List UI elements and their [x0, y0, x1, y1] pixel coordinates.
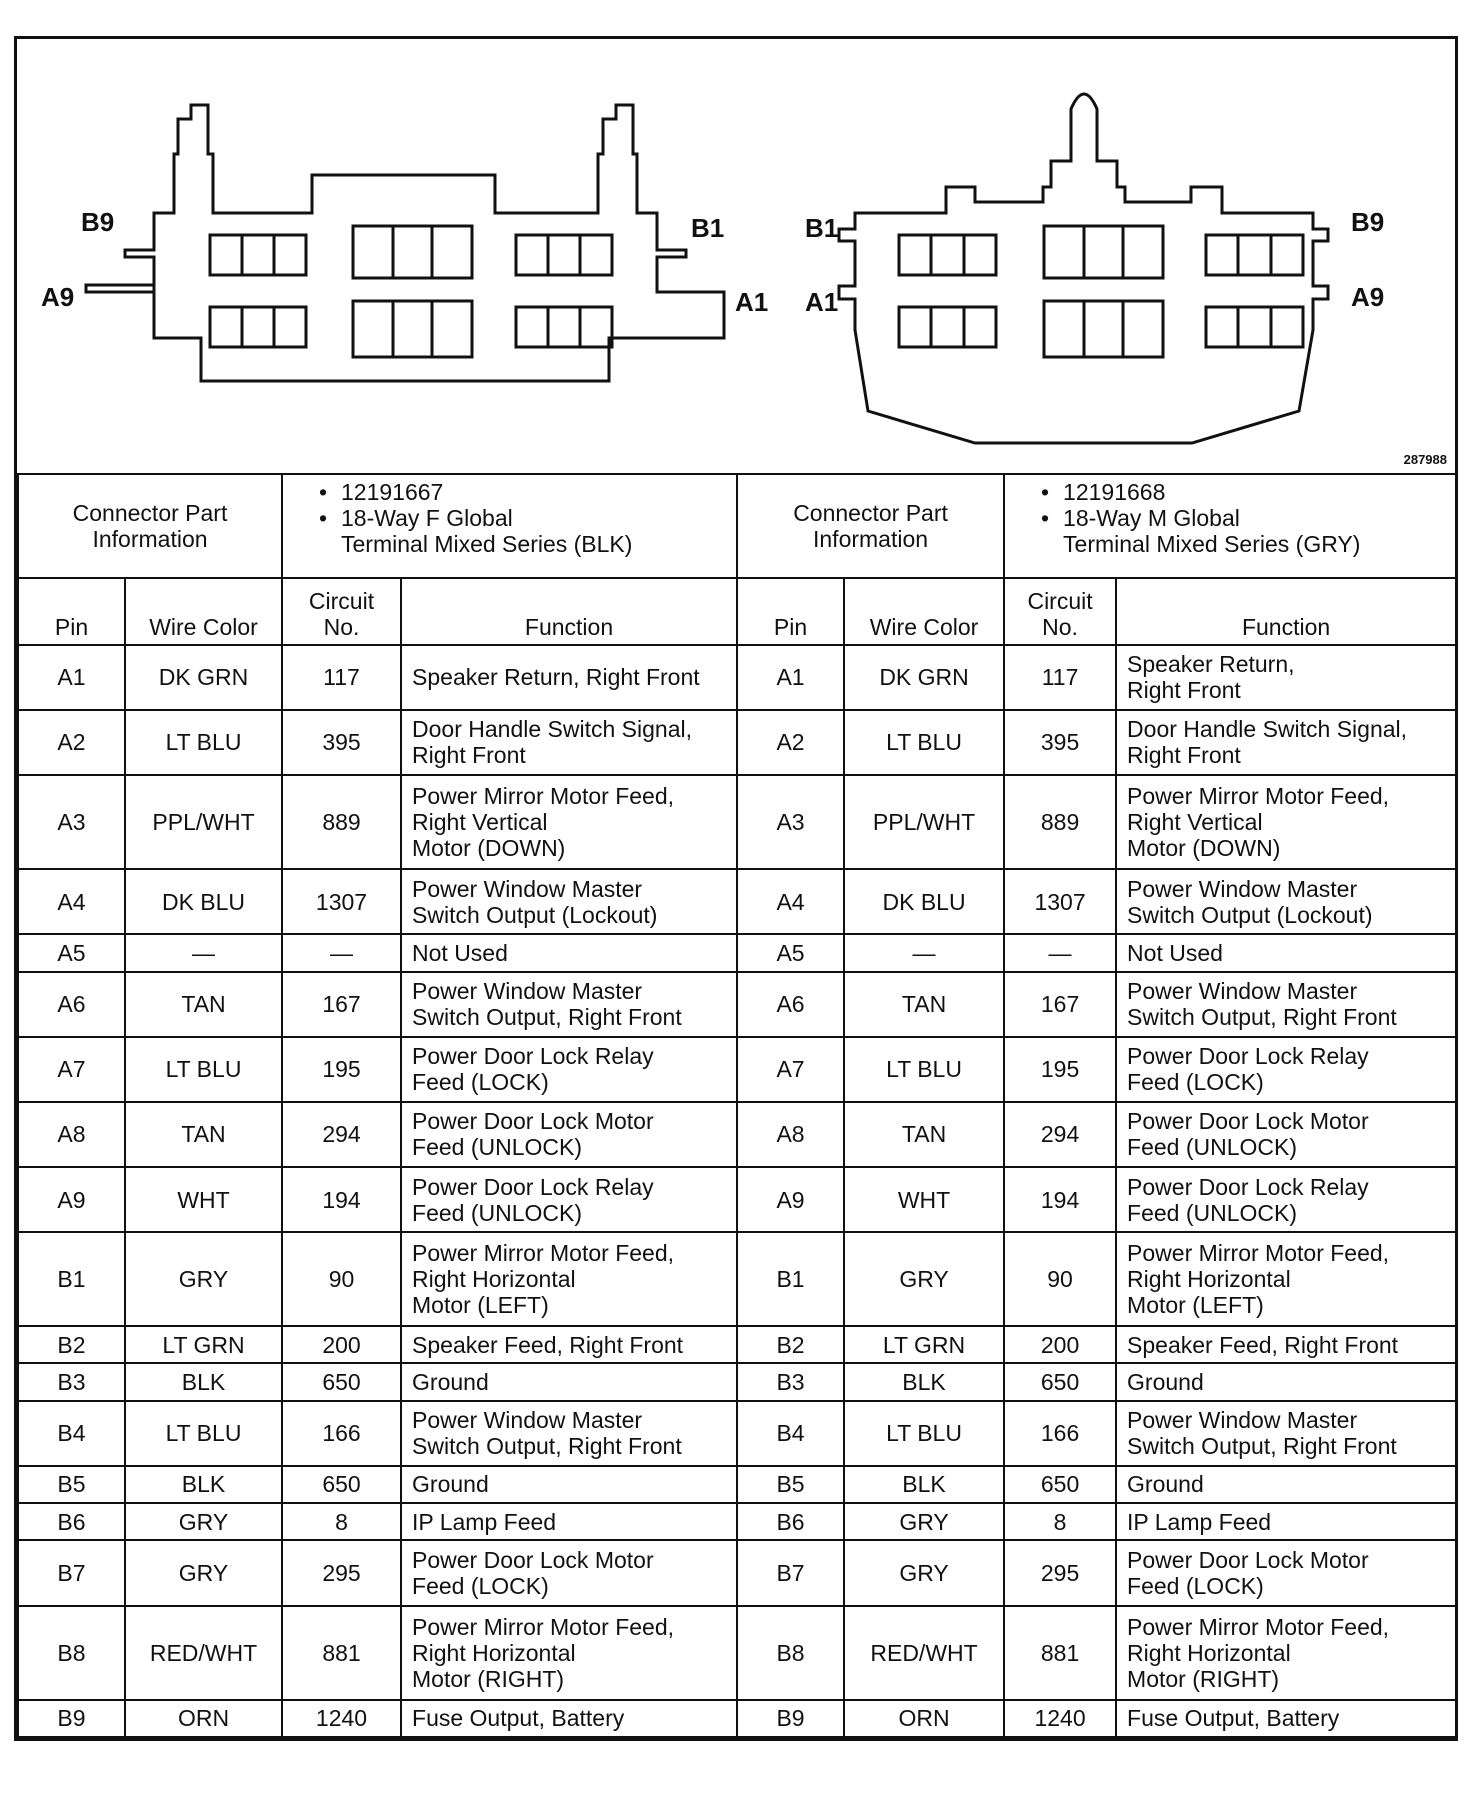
- table-row: [18, 1540, 1456, 1605]
- circuit-number-cell: 167: [1004, 972, 1116, 1037]
- circuit-number-cell: 167: [282, 972, 401, 1037]
- pin-cell: B4: [18, 1401, 125, 1466]
- left-pin-label-b1: B1: [691, 213, 725, 243]
- function-cell: Power Window Master Switch Output, Right Front: [401, 1401, 737, 1466]
- header-pin: Pin: [18, 578, 125, 644]
- circuit-number-cell: —: [1004, 934, 1116, 971]
- wire-color-cell: DK GRN: [125, 645, 282, 710]
- circuit-number-cell: 166: [1004, 1401, 1116, 1466]
- circuit-number-cell: 889: [282, 775, 401, 869]
- table-row: [18, 1606, 1456, 1700]
- right-pin-label-a1: A1: [805, 287, 839, 317]
- table-row: [18, 1167, 1456, 1232]
- circuit-number-cell: 8: [282, 1503, 401, 1540]
- connector-face-diagram: [17, 39, 1455, 473]
- header-wire-color: Wire Color: [125, 578, 282, 644]
- table-row: [18, 775, 1456, 869]
- function-cell: Ground: [401, 1466, 737, 1503]
- pin-cell: A1: [737, 645, 844, 710]
- wire-color-cell: PPL/WHT: [125, 775, 282, 869]
- function-cell: Ground: [401, 1363, 737, 1400]
- circuit-number-cell: 195: [1004, 1037, 1116, 1102]
- function-cell: Speaker Feed, Right Front: [401, 1326, 737, 1363]
- circuit-number-cell: 200: [282, 1326, 401, 1363]
- wire-color-cell: TAN: [844, 1102, 1004, 1167]
- table-row: [18, 1363, 1456, 1400]
- circuit-number-cell: 90: [282, 1232, 401, 1326]
- header-circuit: Circuit No.: [282, 578, 401, 644]
- function-cell: Not Used: [1116, 934, 1456, 971]
- function-cell: Speaker Return, Right Front: [1116, 645, 1456, 710]
- circuit-number-cell: 194: [282, 1167, 401, 1232]
- wire-color-cell: GRY: [844, 1503, 1004, 1540]
- part-series: Terminal Mixed Series (BLK): [341, 531, 633, 557]
- bullet-icon: •: [319, 505, 328, 531]
- table-row: [18, 1232, 1456, 1326]
- pin-cell: B3: [18, 1363, 125, 1400]
- table-row: [18, 1401, 1456, 1466]
- part-description: 18-Way M Global: [1063, 505, 1240, 531]
- pin-cell: A2: [737, 710, 844, 775]
- function-cell: Power Door Lock Relay Feed (LOCK): [1116, 1037, 1456, 1102]
- function-cell: IP Lamp Feed: [1116, 1503, 1456, 1540]
- pin-cell: B6: [18, 1503, 125, 1540]
- wire-color-cell: TAN: [844, 972, 1004, 1037]
- circuit-number-cell: 294: [282, 1102, 401, 1167]
- part-number: 12191668: [1063, 479, 1166, 505]
- pin-cell: A2: [18, 710, 125, 775]
- function-cell: Power Mirror Motor Feed, Right Vertical Motor (DOWN): [1116, 775, 1456, 869]
- right-cavities: [899, 226, 1303, 357]
- circuit-number-cell: 1307: [1004, 869, 1116, 934]
- pin-cell: A5: [737, 934, 844, 971]
- circuit-number-cell: 889: [1004, 775, 1116, 869]
- pin-cell: B7: [737, 1540, 844, 1605]
- pin-cell: A6: [18, 972, 125, 1037]
- table-row: [18, 934, 1456, 971]
- table-row: [18, 1102, 1456, 1167]
- pin-cell: A9: [18, 1167, 125, 1232]
- pin-cell: B2: [18, 1326, 125, 1363]
- header-wire-color: Wire Color: [844, 578, 1004, 644]
- function-cell: Fuse Output, Battery: [401, 1700, 737, 1737]
- pin-cell: B9: [18, 1700, 125, 1737]
- part-series: Terminal Mixed Series (GRY): [1063, 531, 1361, 557]
- wire-color-cell: WHT: [125, 1167, 282, 1232]
- table-row: [18, 645, 1456, 710]
- part-info-label: Connector Part Information: [18, 474, 282, 578]
- wire-color-cell: GRY: [125, 1540, 282, 1605]
- function-cell: Speaker Feed, Right Front: [1116, 1326, 1456, 1363]
- pin-cell: A7: [737, 1037, 844, 1102]
- wire-color-cell: TAN: [125, 972, 282, 1037]
- function-cell: Power Window Master Switch Output (Lockout): [1116, 869, 1456, 934]
- circuit-number-cell: 650: [1004, 1363, 1116, 1400]
- table-row: [18, 1503, 1456, 1540]
- header-function: Function: [401, 578, 737, 644]
- function-cell: Power Window Master Switch Output, Right Front: [1116, 1401, 1456, 1466]
- table-row: [18, 869, 1456, 934]
- function-cell: Power Door Lock Motor Feed (LOCK): [401, 1540, 737, 1605]
- function-cell: Power Window Master Switch Output (Lockout): [401, 869, 737, 934]
- header-circuit: Circuit No.: [1004, 578, 1116, 644]
- circuit-number-cell: —: [282, 934, 401, 971]
- wire-color-cell: GRY: [844, 1540, 1004, 1605]
- function-cell: Ground: [1116, 1466, 1456, 1503]
- wire-color-cell: LT BLU: [844, 1401, 1004, 1466]
- wire-color-cell: LT BLU: [125, 1401, 282, 1466]
- wire-color-cell: BLK: [844, 1466, 1004, 1503]
- table-row: [18, 972, 1456, 1037]
- wire-color-cell: DK GRN: [844, 645, 1004, 710]
- circuit-number-cell: 295: [282, 1540, 401, 1605]
- function-cell: Speaker Return, Right Front: [401, 645, 737, 710]
- pin-cell: A3: [18, 775, 125, 869]
- table-row: [18, 1466, 1456, 1503]
- function-cell: Power Door Lock Relay Feed (UNLOCK): [401, 1167, 737, 1232]
- part-info-label: Connector Part Information: [737, 474, 1004, 578]
- pin-cell: B3: [737, 1363, 844, 1400]
- wire-color-cell: LT BLU: [844, 710, 1004, 775]
- connector-outlines: [17, 39, 1455, 473]
- wire-color-cell: RED/WHT: [844, 1606, 1004, 1700]
- wire-color-cell: BLK: [844, 1363, 1004, 1400]
- wire-color-cell: BLK: [125, 1466, 282, 1503]
- wire-color-cell: —: [125, 934, 282, 971]
- wire-color-cell: GRY: [844, 1232, 1004, 1326]
- circuit-number-cell: 295: [1004, 1540, 1116, 1605]
- wire-color-cell: GRY: [125, 1503, 282, 1540]
- pin-cell: B6: [737, 1503, 844, 1540]
- circuit-number-cell: 650: [1004, 1466, 1116, 1503]
- wire-color-cell: LT GRN: [844, 1326, 1004, 1363]
- wire-color-cell: BLK: [125, 1363, 282, 1400]
- circuit-number-cell: 294: [1004, 1102, 1116, 1167]
- pinout-rows: [18, 645, 1456, 1737]
- function-cell: Power Door Lock Motor Feed (UNLOCK): [401, 1102, 737, 1167]
- wire-color-cell: LT BLU: [125, 710, 282, 775]
- circuit-number-cell: 881: [1004, 1606, 1116, 1700]
- left-connector-outline: [86, 105, 724, 381]
- column-header-row: [18, 578, 1456, 644]
- wire-color-cell: PPL/WHT: [844, 775, 1004, 869]
- bullet-icon: •: [1041, 505, 1050, 531]
- function-cell: Power Mirror Motor Feed, Right Horizontal Motor (LEFT): [401, 1232, 737, 1326]
- table-row: [18, 710, 1456, 775]
- part-description: 18-Way F Global: [341, 505, 513, 531]
- pin-cell: A3: [737, 775, 844, 869]
- function-cell: Fuse Output, Battery: [1116, 1700, 1456, 1737]
- wire-color-cell: ORN: [125, 1700, 282, 1737]
- pin-cell: B2: [737, 1326, 844, 1363]
- wire-color-cell: TAN: [125, 1102, 282, 1167]
- figure-id: 287988: [1403, 452, 1447, 467]
- pin-cell: B1: [18, 1232, 125, 1326]
- pin-cell: A8: [737, 1102, 844, 1167]
- circuit-number-cell: 395: [282, 710, 401, 775]
- function-cell: Power Window Master Switch Output, Right Front: [401, 972, 737, 1037]
- part-info-details: [282, 474, 737, 578]
- function-cell: Power Window Master Switch Output, Right Front: [1116, 972, 1456, 1037]
- pin-cell: B9: [737, 1700, 844, 1737]
- bullet-icon: •: [319, 479, 328, 505]
- header-function: Function: [1116, 578, 1456, 644]
- circuit-number-cell: 195: [282, 1037, 401, 1102]
- function-cell: Power Door Lock Relay Feed (LOCK): [401, 1037, 737, 1102]
- function-cell: Ground: [1116, 1363, 1456, 1400]
- wire-color-cell: GRY: [125, 1232, 282, 1326]
- circuit-number-cell: 117: [1004, 645, 1116, 710]
- function-cell: Not Used: [401, 934, 737, 971]
- table-row: [18, 1037, 1456, 1102]
- wire-color-cell: —: [844, 934, 1004, 971]
- wire-color-cell: DK BLU: [125, 869, 282, 934]
- function-cell: Power Door Lock Relay Feed (UNLOCK): [1116, 1167, 1456, 1232]
- wire-color-cell: LT BLU: [125, 1037, 282, 1102]
- circuit-number-cell: 1307: [282, 869, 401, 934]
- function-cell: Power Mirror Motor Feed, Right Horizontal Motor (RIGHT): [1116, 1606, 1456, 1700]
- left-cavities: [210, 226, 612, 357]
- pin-cell: B1: [737, 1232, 844, 1326]
- circuit-number-cell: 90: [1004, 1232, 1116, 1326]
- pin-cell: A9: [737, 1167, 844, 1232]
- header-pin: Pin: [737, 578, 844, 644]
- wire-color-cell: LT BLU: [844, 1037, 1004, 1102]
- function-cell: Door Handle Switch Signal, Right Front: [1116, 710, 1456, 775]
- circuit-number-cell: 166: [282, 1401, 401, 1466]
- table-row: [18, 1700, 1456, 1737]
- wire-color-cell: ORN: [844, 1700, 1004, 1737]
- function-cell: Power Mirror Motor Feed, Right Vertical Motor (DOWN): [401, 775, 737, 869]
- circuit-number-cell: 194: [1004, 1167, 1116, 1232]
- pin-cell: B4: [737, 1401, 844, 1466]
- part-info-details: [1004, 474, 1456, 578]
- right-pin-label-a9: A9: [1351, 282, 1385, 312]
- wire-color-cell: DK BLU: [844, 869, 1004, 934]
- pin-cell: A6: [737, 972, 844, 1037]
- pin-cell: A4: [18, 869, 125, 934]
- left-pin-label-a1: A1: [735, 287, 769, 317]
- function-cell: Power Door Lock Motor Feed (LOCK): [1116, 1540, 1456, 1605]
- left-pin-label-b9: B9: [81, 207, 115, 237]
- pin-cell: B8: [737, 1606, 844, 1700]
- right-pin-label-b1: B1: [805, 213, 839, 243]
- function-cell: Power Mirror Motor Feed, Right Horizontal Motor (RIGHT): [401, 1606, 737, 1700]
- connector-sheet: [14, 36, 1458, 1741]
- part-number: 12191667: [341, 479, 444, 505]
- function-cell: Power Mirror Motor Feed, Right Horizontal Motor (LEFT): [1116, 1232, 1456, 1326]
- function-cell: Door Handle Switch Signal, Right Front: [401, 710, 737, 775]
- pinout-table: [17, 473, 1457, 1738]
- circuit-number-cell: 881: [282, 1606, 401, 1700]
- pin-cell: B5: [18, 1466, 125, 1503]
- part-info-row: [18, 474, 1456, 578]
- left-pin-label-a9: A9: [41, 282, 75, 312]
- circuit-number-cell: 8: [1004, 1503, 1116, 1540]
- pin-cell: A5: [18, 934, 125, 971]
- circuit-number-cell: 117: [282, 645, 401, 710]
- pin-cell: B5: [737, 1466, 844, 1503]
- pin-cell: A1: [18, 645, 125, 710]
- circuit-number-cell: 395: [1004, 710, 1116, 775]
- function-cell: IP Lamp Feed: [401, 1503, 737, 1540]
- right-pin-label-b9: B9: [1351, 207, 1385, 237]
- wire-color-cell: LT GRN: [125, 1326, 282, 1363]
- function-cell: Power Door Lock Motor Feed (UNLOCK): [1116, 1102, 1456, 1167]
- circuit-number-cell: 200: [1004, 1326, 1116, 1363]
- table-row: [18, 1326, 1456, 1363]
- wire-color-cell: RED/WHT: [125, 1606, 282, 1700]
- pin-cell: A7: [18, 1037, 125, 1102]
- circuit-number-cell: 650: [282, 1466, 401, 1503]
- bullet-icon: •: [1041, 479, 1050, 505]
- pin-cell: B8: [18, 1606, 125, 1700]
- pin-cell: A8: [18, 1102, 125, 1167]
- circuit-number-cell: 1240: [1004, 1700, 1116, 1737]
- circuit-number-cell: 650: [282, 1363, 401, 1400]
- pin-cell: B7: [18, 1540, 125, 1605]
- circuit-number-cell: 1240: [282, 1700, 401, 1737]
- pin-cell: A4: [737, 869, 844, 934]
- wire-color-cell: WHT: [844, 1167, 1004, 1232]
